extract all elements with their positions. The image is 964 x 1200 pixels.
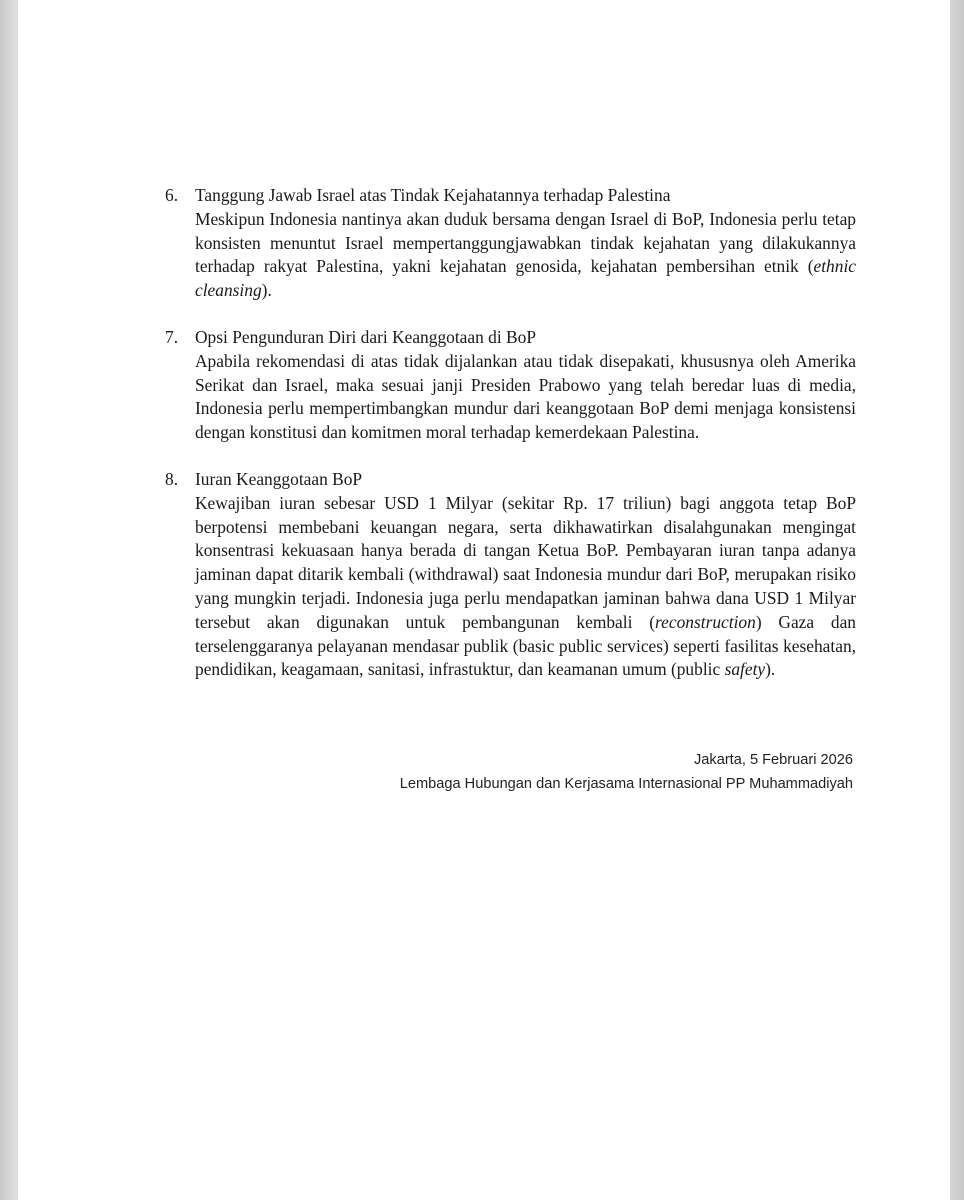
item-body-text-end: ). [261,280,272,301]
item-body-text-end: ). [765,659,776,680]
recommendation-item-6 [148,184,856,303]
item-body [195,208,856,303]
recommendation-item-8 [148,468,856,682]
signature-block [400,748,853,796]
page-left-edge [0,0,18,1200]
item-number: 8. [165,468,179,489]
signature-organization: Lembaga Hubungan dan Kerjasama Internasional PP Muhammadiyah [399,776,853,792]
page-right-edge [950,0,964,1200]
recommendation-item-7 [148,326,856,445]
item-body-italic-text: reconstruction [655,611,756,632]
item-number: 6. [165,185,179,205]
item-body-text: Meskipun Indonesia nantinya akan duduk bersama dengan Israel di BoP, Indonesia perlu tetap konsisten menuntut Israel mempertanggungjawabkan tindak kejahatan yang dilakukannya terhadap rakyat Palestina, yakni kejahatan genosida, kejahatan pembersihan etnik ( [195,208,856,277]
item-body-italic-text-2: safety [724,659,766,680]
item-title: Tanggung Jawab Israel atas Tindak Kejahatannya terhadap Palestina [195,185,671,205]
item-body-italic-text: ethnic cleansing [195,256,856,301]
item-number: 7. [165,326,179,347]
item-body-text-continued: ) Gaza dan terselenggaranya pelayanan mendasar publik (basic public services) seperti fasilitas kesehatan, pendidikan, keagamaan, sanitasi, infrastuktur, dan keamanan umum (public [195,611,856,680]
item-title: Iuran Keanggotaan BoP [195,468,363,489]
item-body [195,492,856,682]
document-content [148,184,856,705]
item-body: Apabila rekomendasi di atas tidak dijalankan atau tidak disepakati, khususnya oleh Amerika Serikat dan Israel, maka sesuai janji Presiden Prabowo yang telah beredar luas di media, Indonesia perlu mempertimbangkan mundur dari keanggotaan BoP demi menjaga konsistensi dengan konstitusi dan komitmen moral terhadap kemerdekaan Palestina. [195,350,856,443]
signature-place-date: Jakarta, 5 Februari 2026 [694,752,853,768]
item-title: Opsi Pengunduran Diri dari Keanggotaan di BoP [195,326,536,347]
item-body-text: Kewajiban iuran sebesar USD 1 Milyar (sekitar Rp. 17 triliun) bagi anggota tetap BoP berpotensi membebani keuangan negara, serta dikhawatirkan disalahgunakan mengingat konsentrasi kekuasaan hanya berada di tangan Ketua BoP. Pembayaran iuran tanpa adanya jaminan dapat ditarik kembali (withdrawal) saat Indonesia mundur dari BoP, merupakan risiko yang mungkin terjadi. Indonesia juga perlu mendapatkan jaminan bahwa dana USD 1 Milyar tersebut akan digunakan untuk pembangunan kembali ( [195,492,856,632]
